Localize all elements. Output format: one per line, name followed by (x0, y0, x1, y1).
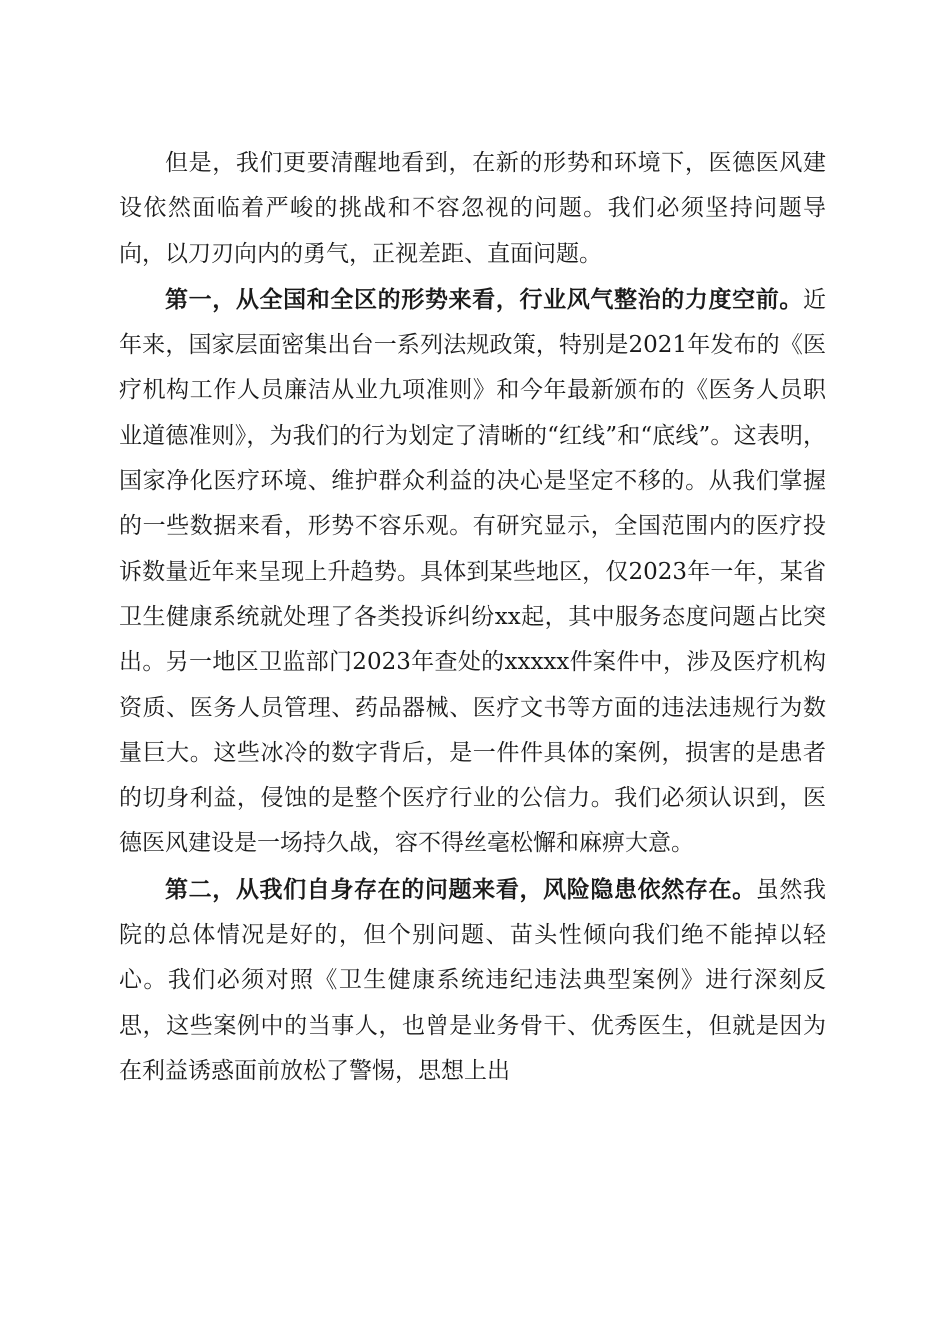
document-body (119, 140, 826, 1094)
paragraph-lead: 第一，从全国和全区的形势来看，行业风气整治的力度空前。 (165, 285, 803, 313)
paragraph-intro (119, 140, 826, 277)
paragraph-text: 但是，我们更要清醒地看到，在新的形势和环境下，医德医风建设依然面临着严峻的挑战和不容忽视的问题。我们必须坚持问题导向，以刀刃向内的勇气，正视差距、直面问题。 (119, 150, 826, 267)
paragraph-first-point (119, 277, 826, 867)
paragraph-text: 近年来，国家层面密集出台一系列法规政策，特别是2021年发布的《医疗机构工作人员廉洁从业九项准则》和今年最新颁布的《医务人员职业道德准则》，为我们的行为划定了清晰的“红线”和“底线”。这表明，国家净化医疗环境、维护群众利益的决心是坚定不移的。从我们掌握的一些数据来看，形势不容乐观。有研究显示，全国范围内的医疗投诉数量近年来呈现上升趋势。具体到某些地区，仅2023年一年，某省卫生健康系统就处理了各类投诉纠纷xx起，其中服务态度问题占比突出。另一地区卫监部门2023年查处的xxxxx件案件中，涉及医疗机构资质、医务人员管理、药品器械、医疗文书等方面的违法违规行为数量巨大。这些冰冷的数字背后，是一件件具体的案例，损害的是患者的切身利益，侵蚀的是整个医疗行业的公信力。我们必须认识到，医德医风建设是一场持久战，容不得丝毫松懈和麻痹大意。 (119, 286, 826, 857)
paragraph-second-point (119, 867, 826, 1094)
paragraph-text: 虽然我院的总体情况是好的，但个别问题、苗头性倾向我们绝不能掉以轻心。我们必须对照《卫生健康系统违纪违法典型案例》进行深刻反思，这些案例中的当事人，也曾是业务骨干、优秀医生，但就是因为在利益诱惑面前放松了警惕，思想上出 (119, 876, 827, 1084)
paragraph-lead: 第二，从我们自身存在的问题来看，风险隐患依然存在。 (165, 875, 756, 903)
